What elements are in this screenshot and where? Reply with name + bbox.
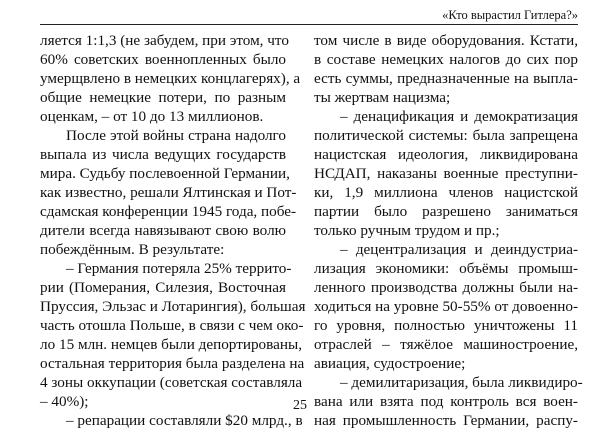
text-line: в составе немецких налогов до сих пор [314,51,578,68]
text-line: есть суммы, предназначенные на выпла- [314,70,578,87]
text-line: нацистская идеология, ликвидирована [314,146,578,163]
text-line: партии было разрешено заниматься [314,203,578,220]
text-line: ки, 1,9 миллиона членов нацистской [314,184,578,201]
text-line: – 40%); [40,393,89,410]
text-line: 4 зоны оккупации (советская составляла [40,374,303,391]
text-line: – денацификация и демократизация [340,108,578,125]
text-line: политической системы: была запрещена [314,127,578,144]
text-line: авиация, судостроение; [314,355,466,372]
right-column [314,31,583,430]
text-line: лизация экономики: объёмы промыш- [314,260,578,277]
left-column [40,31,306,430]
text-line: – репарации составляли $20 млрд., в [66,412,303,429]
running-title: «Кто вырастил Гитлера?» [442,8,578,22]
text-line: как известно, решали Ялтинская и Пот- [40,184,297,201]
text-line: сдамская конференции 1945 года, побе- [40,203,297,220]
text-line: ляется 1:1,3 (не забудем, при этом, что [40,32,289,49]
text-line: ходиться на уровне 50-55% от довоенно- [314,298,578,315]
text-line: том числе в виде оборудования. Кстати, [314,32,578,49]
text-line: остальная территория была разделена на [40,355,305,372]
page-number: 25 [293,398,307,413]
header-rule [40,24,578,25]
text-line: отраслей – тяжёлое машиностроение, [314,336,578,353]
text-line: вана или взята под контроль вся воен- [314,393,578,410]
text-line: – демилитаризация, была ликвидиро- [340,374,583,391]
text-line: – децентрализация и деиндустриа- [340,241,578,258]
text-line: рии (Померания, Силезия, Восточная [40,279,286,296]
text-line: только ручным трудом и пр.; [314,222,500,239]
text-line: – Германия потеряла 25% террито- [66,260,292,277]
text-line: После этой войны страна надолго [66,127,286,144]
text-line: часть отошла Польше, в связи с чем око- [40,317,304,334]
text-line: ная промышленность Германии, распу- [314,412,578,429]
text-line: Пруссия, Эльзас и Лотарингия), большая [40,298,306,315]
text-line: побеждённым. В результате: [40,241,225,258]
text-line: оценкам, – от 10 до 13 миллионов. [40,108,264,125]
text-line: выпала из числа ведущих государств [40,146,286,163]
text-line: общие немецкие потери, по разным [40,89,286,106]
text-line: мира. Судьбу послевоенной Германии, [40,165,290,182]
text-line: 60% советских военнопленных было [40,51,286,68]
text-line: ло 15 млн. немцев были депортированы, [40,336,302,353]
text-line: НСДАП, наказаны военные преступни- [314,165,578,182]
text-line: го уровня, полностью уничтожены 11 [314,317,578,334]
text-line: ты жертвам нацизма; [314,89,451,106]
text-line: умерщвлено в немецких концлагерях), а [40,70,301,87]
text-line: дители всегда навязывают свою волю [40,222,286,239]
text-line: ленного производства должны были на- [314,279,578,296]
